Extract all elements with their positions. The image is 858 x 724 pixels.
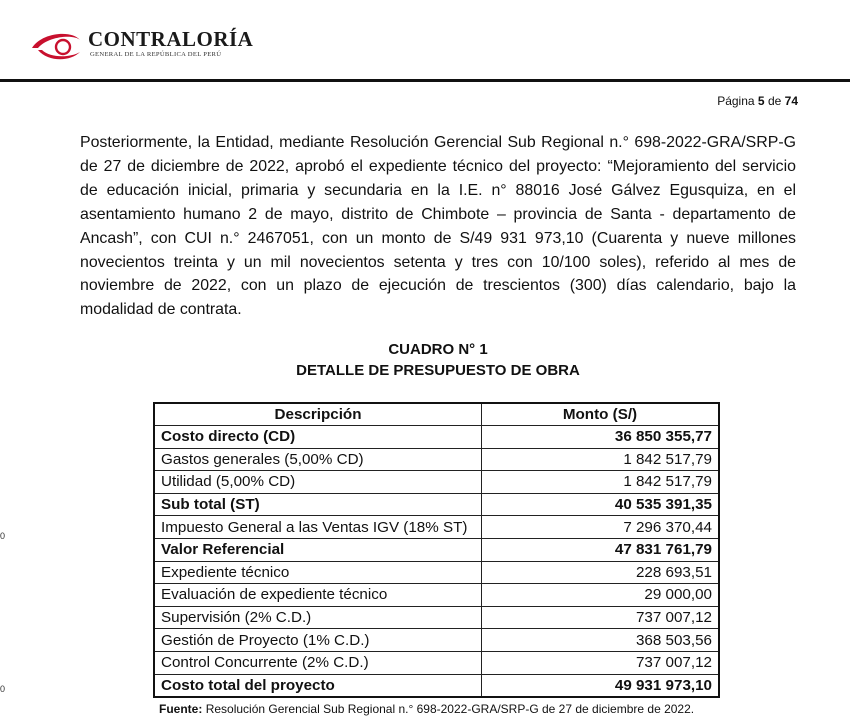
row-description: Gastos generales (5,00% CD) [154, 448, 482, 471]
row-description: Expediente técnico [154, 561, 482, 584]
row-amount: 40 535 391,35 [482, 493, 720, 516]
table-row [154, 606, 719, 629]
row-description: Control Concurrente (2% C.D.) [154, 651, 482, 674]
table-caption-title: DETALLE DE PRESUPUESTO DE OBRA [296, 362, 580, 379]
row-amount: 228 693,51 [482, 561, 720, 584]
page-of: de [767, 94, 782, 108]
row-description: Impuesto General a las Ventas IGV (18% ST) [154, 516, 482, 539]
source-label: Fuente: [159, 702, 203, 716]
row-amount: 1 842 517,79 [482, 471, 720, 494]
contraloria-swoosh-icon [28, 28, 86, 64]
row-amount: 29 000,00 [482, 584, 720, 607]
row-description: Costo total del proyecto [154, 674, 482, 697]
table-row [154, 426, 719, 449]
row-description: Valor Referencial [154, 538, 482, 561]
row-amount: 7 296 370,44 [482, 516, 720, 539]
row-amount: 49 931 973,10 [482, 674, 720, 697]
row-amount: 737 007,12 [482, 606, 720, 629]
brand-name: CONTRALORÍA [88, 27, 254, 51]
table-body [154, 426, 719, 698]
column-header-amount: Monto (S/) [482, 403, 720, 426]
row-description: Gestión de Proyecto (1% C.D.) [154, 629, 482, 652]
page-total: 74 [784, 94, 798, 108]
column-header-description: Descripción [154, 403, 482, 426]
table-source-note [159, 702, 694, 716]
table-row [154, 651, 719, 674]
row-amount: 1 842 517,79 [482, 448, 720, 471]
page-label: Página [717, 94, 755, 108]
table-row [154, 538, 719, 561]
table-row [154, 448, 719, 471]
row-amount: 368 503,56 [482, 629, 720, 652]
row-description: Costo directo (CD) [154, 426, 482, 449]
row-amount: 47 831 761,79 [482, 538, 720, 561]
table-row [154, 516, 719, 539]
row-description: Evaluación de expediente técnico [154, 584, 482, 607]
contraloria-logo [28, 26, 254, 66]
body-paragraph: Posteriormente, la Entidad, mediante Resolución Gerencial Sub Regional n.° 698-2022-GRA/SRP-G de 27 de diciembre de 2022, aprobó el expediente técnico del proyecto: “Mejoramiento del servicio de educación inicial, primaria y secundaria en la I.E. n° 88016 José Gálvez Egusquiza, en el asentamiento humano 2 de mayo, distrito de Chimbote – provincia de Santa - departamento de Ancash”, con CUI n.° 2467051, con un monto de S/49 931 973,10 (Cuarenta y nueve millones novecientos treinta y un mil novecientos setenta y tres con 10/100 soles), referido al mes de noviembre de 2022, con un plazo de ejecución de trescientos (300) días calendario, bajo la modalidad de contrata. [80, 134, 796, 319]
table-row [154, 493, 719, 516]
table-row [154, 629, 719, 652]
row-description: Supervisión (2% C.D.) [154, 606, 482, 629]
margin-mark: 0 [0, 531, 6, 541]
row-description: Sub total (ST) [154, 493, 482, 516]
table-row [154, 584, 719, 607]
source-text: Resolución Gerencial Sub Regional n.° 698-2022-GRA/SRP-G de 27 de diciembre de 2022. [205, 702, 695, 716]
table-header-row [154, 403, 719, 426]
budget-table [153, 402, 720, 698]
page-number [717, 94, 798, 108]
table-row [154, 561, 719, 584]
page-header [0, 0, 858, 84]
row-amount: 36 850 355,77 [482, 426, 720, 449]
margin-mark: 0 [0, 684, 6, 694]
header-divider [0, 79, 850, 82]
row-description: Utilidad (5,00% CD) [154, 471, 482, 494]
row-amount: 737 007,12 [482, 651, 720, 674]
page-current: 5 [757, 94, 765, 108]
table-row [154, 674, 719, 697]
table-caption-number: CUADRO N° 1 [388, 341, 488, 358]
table-row [154, 471, 719, 494]
brand-subtitle: GENERAL DE LA REPÚBLICA DEL PERÚ [90, 51, 222, 58]
